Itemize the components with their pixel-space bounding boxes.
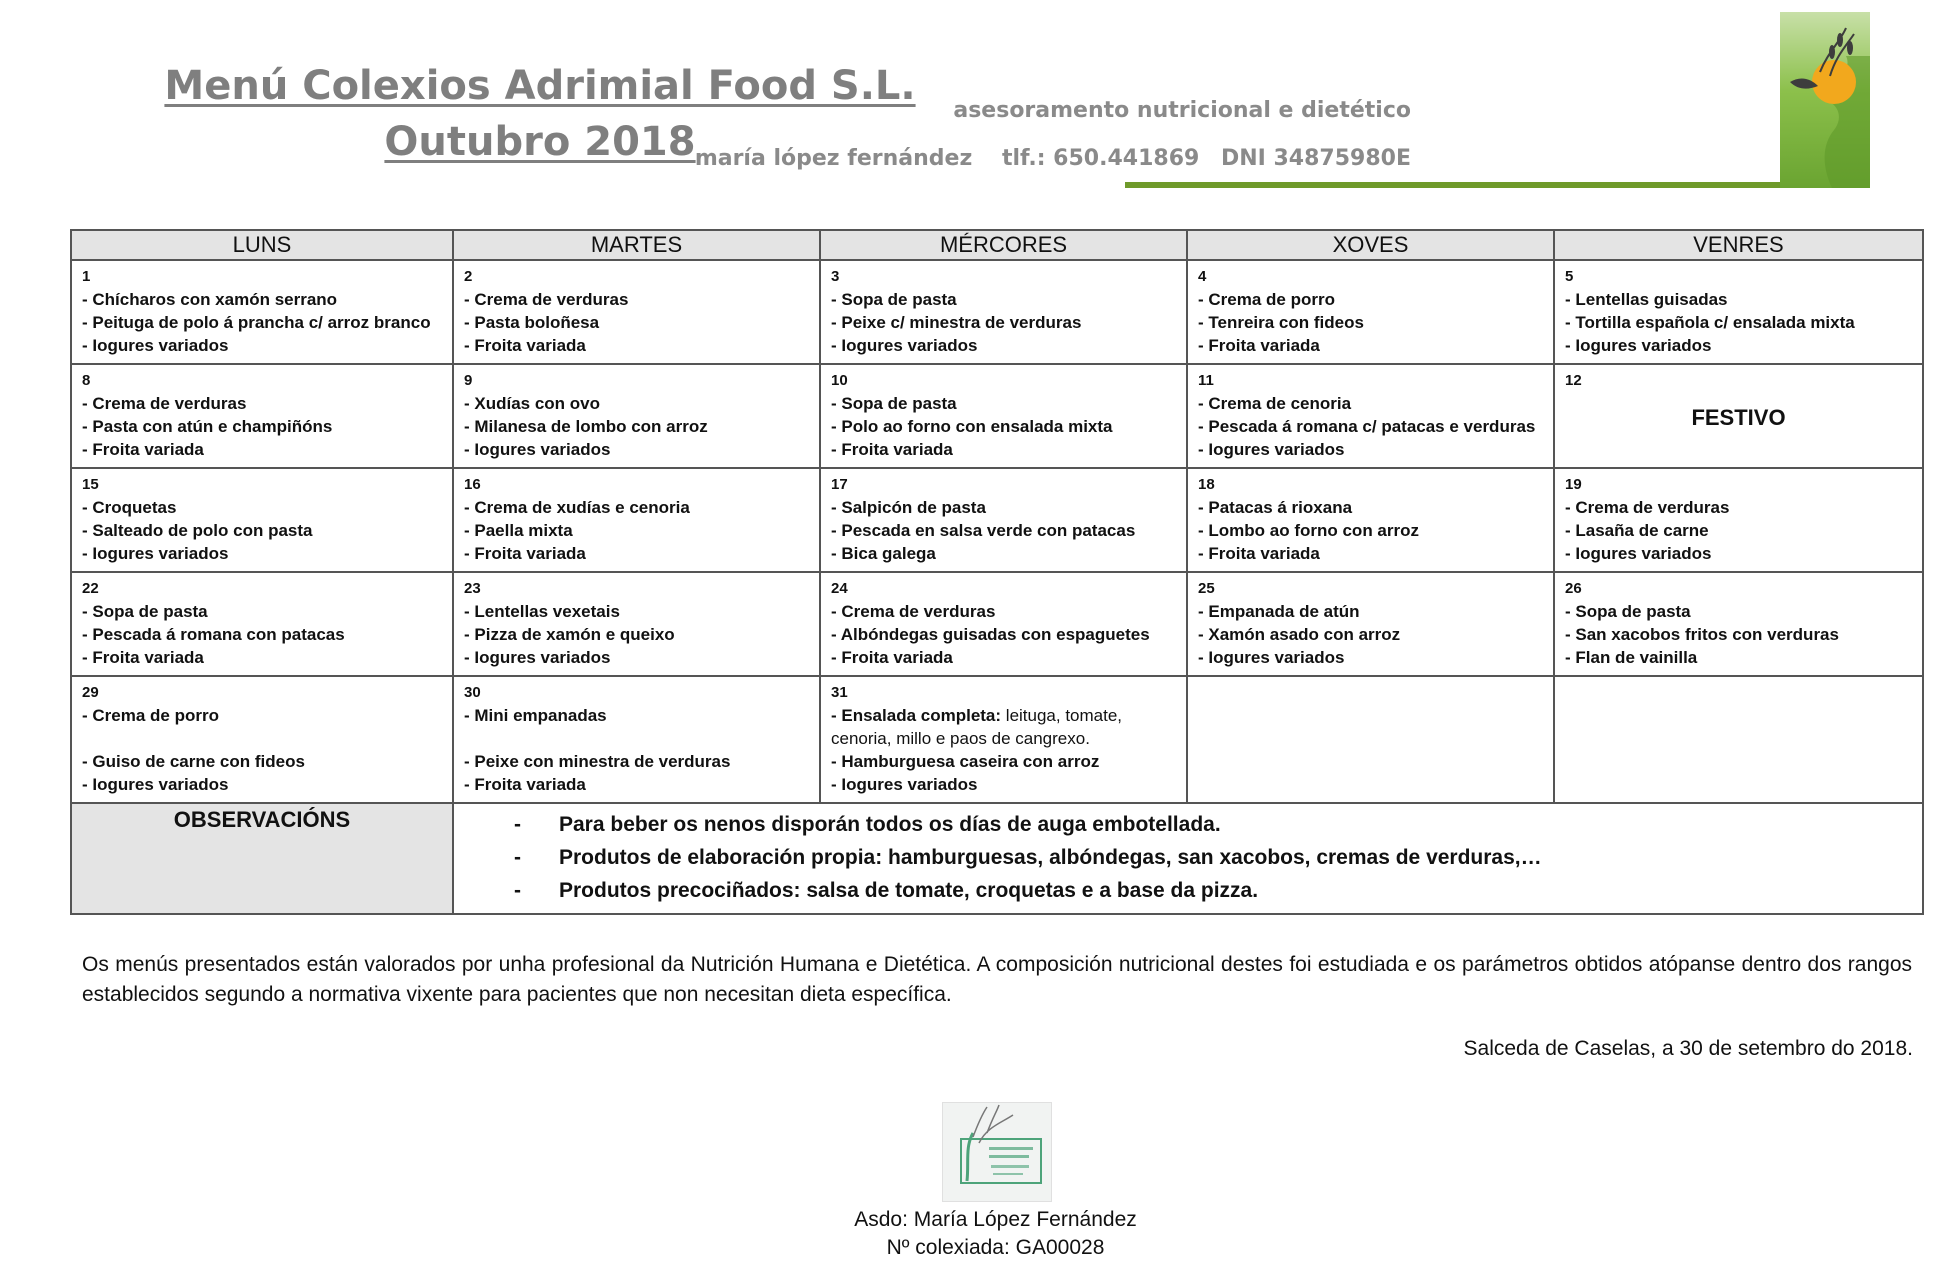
day-number: 10 [831,372,848,389]
dish-item: - Lentellas vexetais [464,602,620,621]
day-header-row [71,230,1923,260]
dish-item: - Pizza de xamón e queixo [464,625,675,644]
day-cell [1554,676,1923,803]
dish-item: - Guiso de carne con fideos [82,752,305,771]
signature-name: Asdo: María López Fernández [854,1208,1137,1231]
dish-item: - Lentellas guisadas [1565,290,1728,309]
dish-item: - Iogures variados [82,336,229,355]
day-number: 2 [464,268,473,285]
week-row [71,364,1923,468]
day-cell [71,364,453,468]
day-cell [820,260,1187,364]
day-cell [820,572,1187,676]
dish-item: - Froita variada [464,544,586,563]
menu-weeks [71,260,1923,803]
brand-phone: tlf.: 650.441869 [1001,146,1200,171]
day-number: 25 [1198,580,1215,597]
dish-item: - Peixe con minestra de verduras [464,752,731,771]
dish-detail: leituga, tomate, cenoria, millo e paos de cangrexo. [831,706,1123,748]
dish-item: - Salpicón de pasta [831,498,986,517]
brand-dni: DNI 34875980E [1220,146,1411,171]
observation-text: Para beber os nenos disporán todos os días de auga embotellada. [559,813,1221,836]
day-header-tue: MARTES [453,230,820,260]
dish-item: - Crema de verduras [1565,498,1730,517]
dish-item: - Lombo ao forno con arroz [1198,521,1419,540]
dish-item: - Bica galega [831,544,936,563]
dish-item: - Iogures variados [1565,336,1712,355]
observations-row [71,803,1923,914]
dish-item: - Froita variada [464,336,586,355]
dish-item: - Froita variada [1198,336,1320,355]
dish-item: - Albóndegas guisadas con espaguetes [831,625,1150,644]
dish-item: - Peixe c/ minestra de verduras [831,313,1082,332]
dish-item: - Pescada en salsa verde con patacas [831,521,1136,540]
dish-item: - Sopa de pasta [1565,602,1691,621]
dish-item: - Pescada á romana con patacas [82,625,345,644]
day-cell [71,260,453,364]
brand-logo-icon [1780,12,1870,188]
dish-item: - Peituga de polo á prancha c/ arroz branco [82,313,431,332]
dish-item: - Crema de verduras [82,394,247,413]
day-number: 15 [82,476,99,493]
dish-item: - Milanesa de lombo con arroz [464,417,708,436]
dish-item: - Sopa de pasta [82,602,208,621]
dish-item: - Sopa de pasta [831,394,957,413]
day-number: 31 [831,684,848,701]
day-number: 23 [464,580,481,597]
day-number: 12 [1565,372,1582,389]
day-header-wed: MÉRCORES [820,230,1187,260]
dish-item: - Crema de verduras [464,290,629,309]
day-number: 1 [82,268,91,285]
week-row [71,260,1923,364]
week-row [71,468,1923,572]
registration-number: Nº colexiada: GA00028 [886,1236,1105,1259]
dish-item: - Crema de xudías e cenoria [464,498,690,517]
place-date: Salceda de Caselas, a 30 de setembro do 2018. [1463,1037,1913,1060]
dish-item: - Polo ao forno con ensalada mixta [831,417,1113,436]
day-cell [453,468,820,572]
day-number: 19 [1565,476,1582,493]
day-cell [453,364,820,468]
dish-item: - Froita variada [82,440,204,459]
brand-underline [1125,182,1870,188]
dish-name: - Ensalada completa: [831,706,1002,725]
signature-stamp-icon [942,1102,1052,1202]
day-header-mon: LUNS [71,230,453,260]
dish-item: - Froita variada [831,440,953,459]
observation-item [464,874,1912,907]
day-cell [1554,572,1923,676]
dish-item: - Iogures variados [464,440,611,459]
dish-item: - Crema de cenoria [1198,394,1352,413]
day-number: 5 [1565,268,1574,285]
title-line-1: Menú Colexios Adrimial Food S.L. [164,63,916,109]
day-cell [453,676,820,803]
day-number: 26 [1565,580,1582,597]
dish-item: - Crema de porro [82,706,219,725]
dish-item: - Chícharos con xamón serrano [82,290,338,309]
dish-item: - Iogures variados [1198,648,1345,667]
dish-item: - Xudías con ovo [464,394,601,413]
observation-item [464,841,1912,874]
dish-item: - Xamón asado con arroz [1198,625,1401,644]
dish-item: - Iogures variados [464,648,611,667]
day-cell [453,572,820,676]
day-cell [820,676,1187,803]
dish-item: - Crema de verduras [831,602,996,621]
observation-text: Produtos precociñados: salsa de tomate, croquetas e a base da pizza. [559,879,1259,902]
observation-item [464,808,1912,841]
signature-block [0,1206,1951,1262]
day-number: 29 [82,684,99,701]
day-number: 16 [464,476,481,493]
dish-item: - Patacas á rioxana [1198,498,1353,517]
day-number: 22 [82,580,99,597]
dish-item: - Froita variada [82,648,204,667]
day-cell [1187,364,1554,468]
dish-item [831,704,1176,750]
dish-item: - Mini empanadas [464,706,607,725]
day-cell [1554,364,1923,468]
brand-name: maría lópez fernández [694,146,973,171]
dish-item: - Croquetas [82,498,177,517]
brand-contact [695,146,1411,171]
week-row [71,676,1923,803]
dish-item: - Froita variada [831,648,953,667]
dish-item: - Iogures variados [831,775,978,794]
dish-item: - Froita variada [464,775,586,794]
dish-item: - Crema de porro [1198,290,1335,309]
day-cell [1187,468,1554,572]
dish-item: - Iogures variados [1565,544,1712,563]
dish-item: - Pasta boloñesa [464,313,600,332]
week-row [71,572,1923,676]
logo-figure-icon [1780,12,1870,188]
dish-item: - Tenreira con fideos [1198,313,1364,332]
day-cell [71,572,453,676]
day-cell [1554,260,1923,364]
title-line-2: Outubro 2018 [384,119,696,165]
dish-item: - Pescada á romana c/ patacas e verduras [1198,417,1536,436]
brand-subtitle: asesoramento nutricional e dietético [953,98,1411,123]
day-cell [71,468,453,572]
dish-item: - Iogures variados [82,544,229,563]
day-number: 24 [831,580,848,597]
observations-label: OBSERVACIÓNS [71,803,453,914]
dish-item: - Hamburguesa caseira con arroz [831,752,1100,771]
stamp-graphic-icon [943,1103,1051,1201]
day-number: 17 [831,476,848,493]
day-cell [820,468,1187,572]
weekly-menu-table [70,229,1924,915]
dish-item: - Empanada de atún [1198,602,1360,621]
dish-item: - Iogures variados [1198,440,1345,459]
day-number: 30 [464,684,481,701]
dish-item: - Pasta con atún e champiñóns [82,417,333,436]
dish-item: - Sopa de pasta [831,290,957,309]
day-cell [453,260,820,364]
day-number: 3 [831,268,840,285]
day-number: 8 [82,372,91,389]
dish-item: - Flan de vainilla [1565,648,1698,667]
dish-item: - San xacobos fritos con verduras [1565,625,1839,644]
day-header-thu: XOVES [1187,230,1554,260]
day-number: 11 [1198,372,1214,389]
day-header-fri: VENRES [1554,230,1923,260]
day-cell [1187,572,1554,676]
day-cell [1187,676,1554,803]
holiday-label: FESTIVO [1691,405,1786,430]
day-number: 4 [1198,268,1207,285]
dish-item: - Iogures variados [831,336,978,355]
observations-list [453,803,1923,914]
dish-item: - Froita variada [1198,544,1320,563]
dish-item: - Paella mixta [464,521,573,540]
dish-item: - Lasaña de carne [1565,521,1709,540]
observation-text: Produtos de elaboración propia: hamburguesas, albóndegas, san xacobos, cremas de verduras,… [559,846,1542,869]
day-number: 18 [1198,476,1215,493]
day-cell [71,676,453,803]
dish-item: - Salteado de polo con pasta [82,521,313,540]
dish-item: - Iogures variados [82,775,229,794]
day-cell [820,364,1187,468]
day-number: 9 [464,372,473,389]
dish-item: - Tortilla española c/ ensalada mixta [1565,313,1855,332]
day-cell [1187,260,1554,364]
nutrition-statement: Os menús presentados están valorados por unha profesional da Nutrición Humana e Dietética. A composición nutricional destes foi estudiada e os parámetros obtidos atópanse dentro dos rangos establecidos segundo a normativa vixente para pacientes que non necesitan dieta específica. [82,953,1912,1006]
day-cell [1554,468,1923,572]
